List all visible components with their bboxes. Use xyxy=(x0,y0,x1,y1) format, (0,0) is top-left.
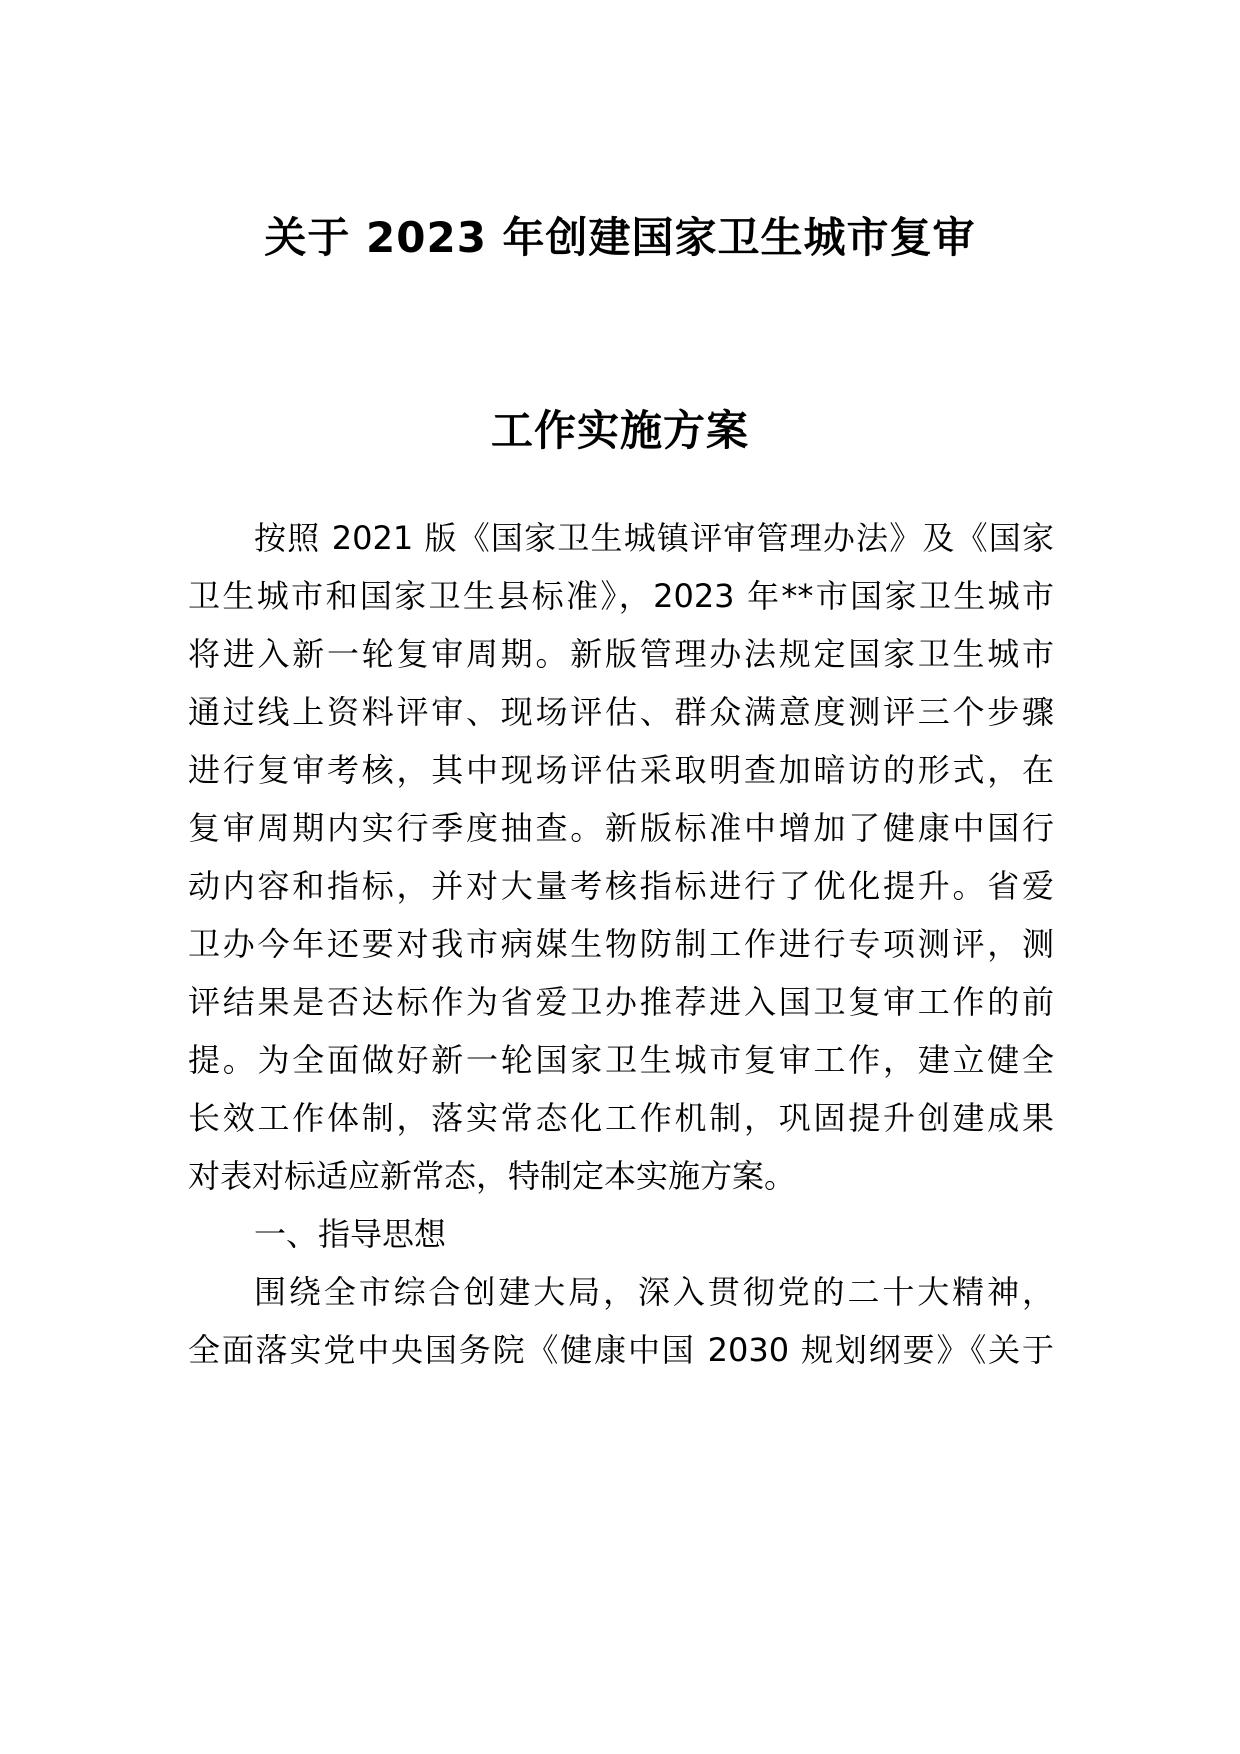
text-line: 按照 2021 版《国家卫生城镇评审管理办法》及《国家 xyxy=(254,519,1054,557)
document-title-line-1: 关于 2023 年创建国家卫生城市复审 xyxy=(264,213,976,262)
text-line: 卫生城市和国家卫生县标准》，2023 年**市国家卫生城市 xyxy=(188,577,1054,615)
section-heading-guiding-ideology: 一、指导思想 xyxy=(254,1215,447,1253)
text-line: 对表对标适应新常态，特制定本实施方案。 xyxy=(188,1157,797,1195)
text-line: 卫办今年还要对我市病媒生物防制工作进行专项测评，测 xyxy=(188,925,1054,963)
text-line: 动内容和指标，并对大量考核指标进行了优化提升。省爱 xyxy=(188,867,1054,905)
document-title-line-2: 工作实施方案 xyxy=(490,406,749,455)
text-line: 全面落实党中央国务院《健康中国 2030 规划纲要》《关于 xyxy=(188,1331,1054,1369)
text-line: 进行复审考核，其中现场评估采取明查加暗访的形式，在 xyxy=(188,751,1054,789)
text-line: 提。为全面做好新一轮国家卫生城市复审工作，建立健全 xyxy=(188,1041,1054,1079)
text-line: 评结果是否达标作为省爱卫办推荐进入国卫复审工作的前 xyxy=(188,983,1054,1021)
text-line: 围绕全市综合创建大局，深入贯彻党的二十大精神， xyxy=(254,1273,1054,1311)
text-line: 复审周期内实行季度抽查。新版标准中增加了健康中国行 xyxy=(188,809,1054,847)
text-line: 长效工作体制，落实常态化工作机制，巩固提升创建成果 xyxy=(188,1099,1054,1137)
text-line: 通过线上资料评审、现场评估、群众满意度测评三个步骤 xyxy=(188,693,1054,731)
text-line: 将进入新一轮复审周期。新版管理办法规定国家卫生城市 xyxy=(188,635,1054,673)
